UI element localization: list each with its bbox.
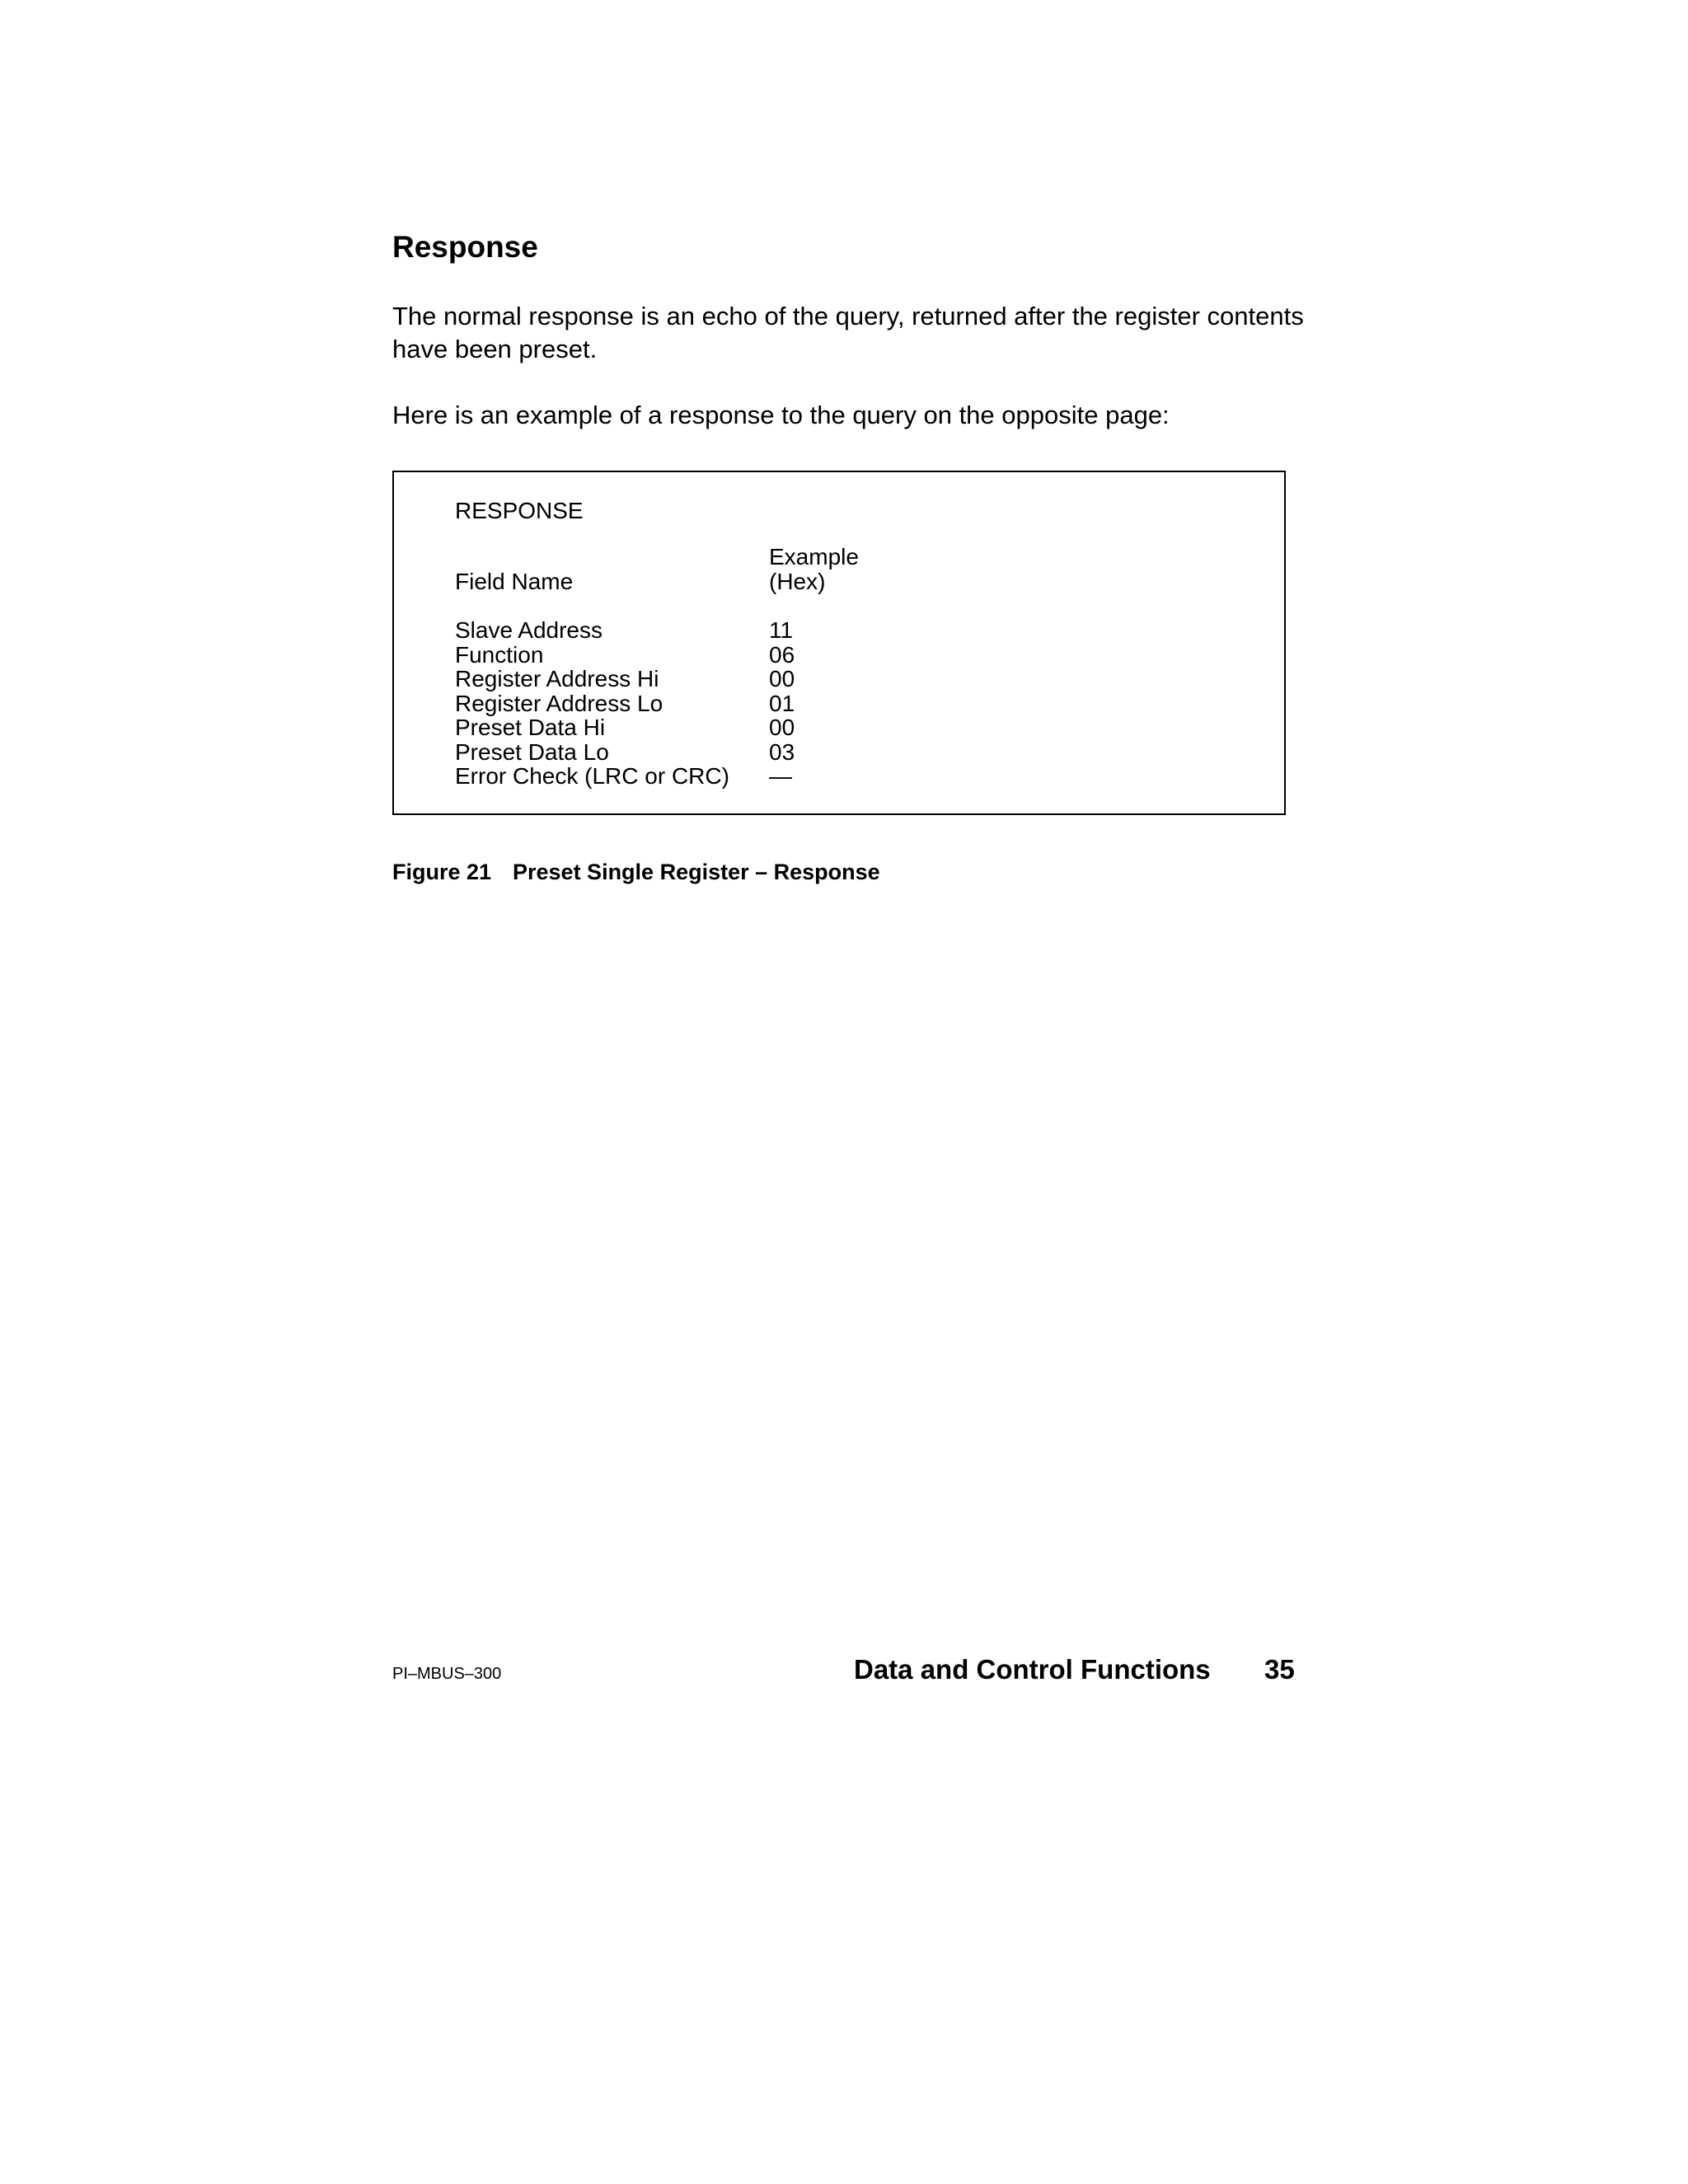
row-field: Register Address Hi: [455, 666, 659, 691]
row-value: —: [769, 763, 792, 789]
row-value: 01: [769, 690, 795, 716]
response-example-box: [392, 471, 1286, 815]
example-rows: [455, 618, 934, 789]
footer-chapter-title: Data and Control Functions: [854, 1654, 1211, 1685]
row-field: Preset Data Lo: [455, 738, 609, 765]
table-row: [455, 643, 934, 668]
row-field: Slave Address: [455, 617, 603, 643]
row-field: Error Check (LRC or CRC): [455, 763, 729, 789]
table-row: [455, 764, 934, 789]
section-heading: Response: [392, 230, 538, 264]
intro-paragraph: The normal response is an echo of the query, returned after the register contents have been preset.: [392, 302, 1304, 363]
row-value: 11: [769, 617, 794, 643]
row-field: Function: [455, 641, 544, 668]
figure-number: Figure 21: [392, 860, 492, 884]
row-field: Preset Data Hi: [455, 715, 606, 740]
column-header-example-line1: Example: [769, 544, 859, 569]
row-value: 00: [769, 666, 795, 691]
example-title: RESPONSE: [455, 498, 584, 523]
figure-title: Preset Single Register – Response: [513, 860, 880, 884]
table-row: [455, 667, 934, 691]
footer-doc-id: PI–MBUS–300: [392, 1665, 502, 1683]
table-row: [455, 715, 934, 740]
footer-page-number: 35: [1264, 1654, 1295, 1685]
column-header-field-name: Field Name: [455, 569, 574, 594]
column-header-example-line2: (Hex): [769, 569, 826, 594]
figure-caption: [392, 858, 880, 886]
row-value: 00: [769, 715, 795, 740]
table-row: [455, 740, 934, 765]
row-value: 03: [769, 738, 795, 765]
table-row: [455, 691, 934, 716]
column-header-example: [769, 545, 859, 594]
table-row: [455, 618, 934, 643]
example-intro-paragraph: Here is an example of a response to the query on the opposite page:: [392, 401, 1170, 429]
row-field: Register Address Lo: [455, 690, 663, 716]
row-value: 06: [769, 641, 795, 668]
